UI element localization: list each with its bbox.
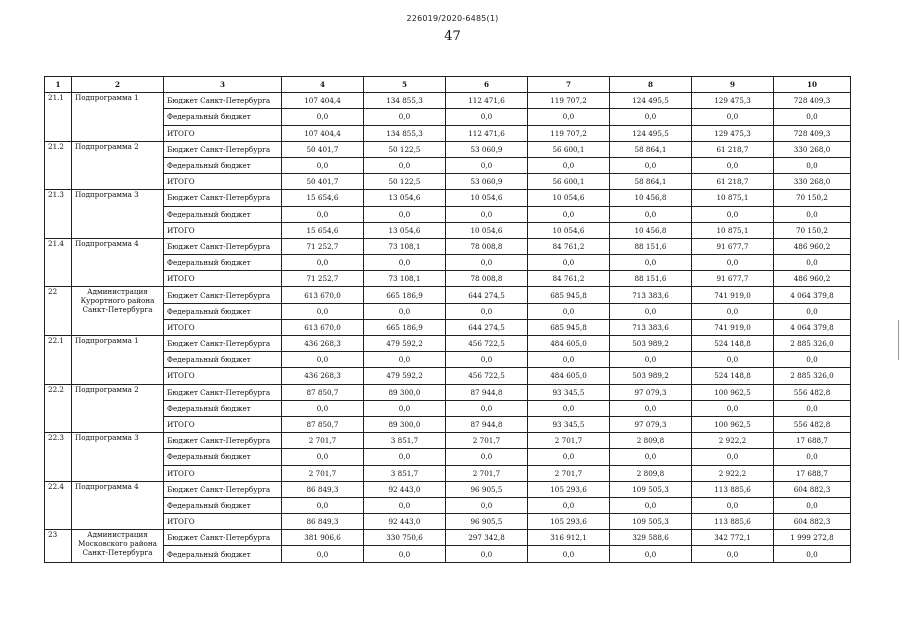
table-row xyxy=(45,255,851,271)
column-header: 9 xyxy=(692,77,774,93)
column-header: 8 xyxy=(610,77,692,93)
amount-cell: 503 989,2 xyxy=(610,368,692,384)
amount-cell: 685 945,8 xyxy=(528,287,610,303)
funding-source: ИТОГО xyxy=(164,222,282,238)
funding-source: Федеральный бюджет xyxy=(164,109,282,125)
funding-source: ИТОГО xyxy=(164,416,282,432)
funding-source: ИТОГО xyxy=(164,271,282,287)
amount-cell: 0,0 xyxy=(364,400,446,416)
amount-cell: 88 151,6 xyxy=(610,238,692,254)
table-row xyxy=(45,368,851,384)
amount-cell: 3 851,7 xyxy=(364,465,446,481)
amount-cell: 61 218,7 xyxy=(692,141,774,157)
amount-cell: 0,0 xyxy=(692,157,774,173)
amount-cell: 3 851,7 xyxy=(364,433,446,449)
amount-cell: 119 707,2 xyxy=(528,93,610,109)
amount-cell: 0,0 xyxy=(364,352,446,368)
amount-cell: 10 875,1 xyxy=(692,190,774,206)
column-header: 6 xyxy=(446,77,528,93)
amount-cell: 0,0 xyxy=(528,109,610,125)
amount-cell: 105 293,6 xyxy=(528,514,610,530)
amount-cell: 556 482,8 xyxy=(774,416,851,432)
table-row xyxy=(45,336,851,352)
amount-cell: 112 471,6 xyxy=(446,93,528,109)
amount-cell: 129 475,3 xyxy=(692,125,774,141)
amount-cell: 0,0 xyxy=(446,546,528,562)
column-number-row xyxy=(45,77,851,93)
table-row xyxy=(45,546,851,562)
amount-cell: 2 701,7 xyxy=(528,465,610,481)
table-row xyxy=(45,238,851,254)
amount-cell: 61 218,7 xyxy=(692,174,774,190)
amount-cell: 10 054,6 xyxy=(528,190,610,206)
amount-cell: 15 654,6 xyxy=(282,222,364,238)
funding-source: Бюджет Санкт-Петербурга xyxy=(164,93,282,109)
funding-source: Бюджет Санкт-Петербурга xyxy=(164,433,282,449)
amount-cell: 0,0 xyxy=(282,352,364,368)
amount-cell: 0,0 xyxy=(364,157,446,173)
table-row xyxy=(45,109,851,125)
amount-cell: 70 150,2 xyxy=(774,222,851,238)
row-code: 21.1 xyxy=(45,93,72,142)
amount-cell: 109 505,3 xyxy=(610,514,692,530)
table-row xyxy=(45,93,851,109)
amount-cell: 2 701,7 xyxy=(282,465,364,481)
amount-cell: 91 677,7 xyxy=(692,271,774,287)
amount-cell: 134 855,3 xyxy=(364,93,446,109)
row-program-name: Подпрограмма 2 xyxy=(72,141,164,190)
table-body xyxy=(45,93,851,562)
amount-cell: 124 495,5 xyxy=(610,125,692,141)
page-number: 47 xyxy=(444,29,461,44)
amount-cell: 0,0 xyxy=(610,546,692,562)
amount-cell: 0,0 xyxy=(528,352,610,368)
amount-cell: 10 456,8 xyxy=(610,190,692,206)
amount-cell: 329 588,6 xyxy=(610,530,692,546)
amount-cell: 0,0 xyxy=(364,449,446,465)
amount-cell: 0,0 xyxy=(610,157,692,173)
amount-cell: 50 401,7 xyxy=(282,141,364,157)
amount-cell: 0,0 xyxy=(774,206,851,222)
amount-cell: 0,0 xyxy=(364,546,446,562)
amount-cell: 0,0 xyxy=(692,449,774,465)
funding-source: Федеральный бюджет xyxy=(164,255,282,271)
funding-source: Бюджет Санкт-Петербурга xyxy=(164,238,282,254)
amount-cell: 0,0 xyxy=(446,400,528,416)
row-code: 22.1 xyxy=(45,336,72,385)
amount-cell: 0,0 xyxy=(446,303,528,319)
amount-cell: 50 401,7 xyxy=(282,174,364,190)
amount-cell: 330 750,6 xyxy=(364,530,446,546)
amount-cell: 316 912,1 xyxy=(528,530,610,546)
amount-cell: 93 345,5 xyxy=(528,384,610,400)
table-row xyxy=(45,514,851,530)
row-code: 21.2 xyxy=(45,141,72,190)
funding-source: Федеральный бюджет xyxy=(164,449,282,465)
column-header: 3 xyxy=(164,77,282,93)
amount-cell: 0,0 xyxy=(692,546,774,562)
amount-cell: 107 404,4 xyxy=(282,125,364,141)
amount-cell: 0,0 xyxy=(692,109,774,125)
amount-cell: 71 252,7 xyxy=(282,271,364,287)
amount-cell: 109 505,3 xyxy=(610,481,692,497)
row-program-name: Администрация Московского района Санкт-Петербурга xyxy=(72,530,164,562)
amount-cell: 644 274,5 xyxy=(446,287,528,303)
table-row xyxy=(45,384,851,400)
row-code: 22 xyxy=(45,287,72,336)
amount-cell: 10 054,6 xyxy=(528,222,610,238)
amount-cell: 0,0 xyxy=(446,255,528,271)
amount-cell: 84 761,2 xyxy=(528,238,610,254)
table-row xyxy=(45,497,851,513)
amount-cell: 0,0 xyxy=(364,109,446,125)
table-row xyxy=(45,449,851,465)
amount-cell: 70 150,2 xyxy=(774,190,851,206)
funding-source: Бюджет Санкт-Петербурга xyxy=(164,336,282,352)
row-program-name: Администрация Курортного района Санкт-Петербурга xyxy=(72,287,164,336)
document-header xyxy=(0,14,905,44)
row-program-name: Подпрограмма 1 xyxy=(72,336,164,385)
amount-cell: 96 905,5 xyxy=(446,514,528,530)
amount-cell: 0,0 xyxy=(610,255,692,271)
row-code: 22.2 xyxy=(45,384,72,433)
column-header: 1 xyxy=(45,77,72,93)
column-header: 5 xyxy=(364,77,446,93)
row-program-name: Подпрограмма 4 xyxy=(72,481,164,530)
row-program-name: Подпрограмма 3 xyxy=(72,190,164,239)
amount-cell: 87 850,7 xyxy=(282,416,364,432)
funding-source: ИТОГО xyxy=(164,319,282,335)
amount-cell: 741 919,0 xyxy=(692,319,774,335)
amount-cell: 4 064 379,8 xyxy=(774,287,851,303)
amount-cell: 0,0 xyxy=(446,109,528,125)
table-row xyxy=(45,530,851,546)
row-code: 22.3 xyxy=(45,433,72,482)
budget-table xyxy=(44,76,851,563)
amount-cell: 436 268,3 xyxy=(282,336,364,352)
amount-cell: 524 148,8 xyxy=(692,368,774,384)
amount-cell: 297 342,8 xyxy=(446,530,528,546)
amount-cell: 2 701,7 xyxy=(446,465,528,481)
amount-cell: 713 383,6 xyxy=(610,319,692,335)
amount-cell: 0,0 xyxy=(282,206,364,222)
amount-cell: 10 875,1 xyxy=(692,222,774,238)
amount-cell: 665 186,9 xyxy=(364,319,446,335)
document-id: 226019/2020-6485(1) xyxy=(406,14,499,23)
funding-source: ИТОГО xyxy=(164,368,282,384)
amount-cell: 0,0 xyxy=(528,303,610,319)
amount-cell: 0,0 xyxy=(774,400,851,416)
table-row xyxy=(45,303,851,319)
amount-cell: 88 151,6 xyxy=(610,271,692,287)
amount-cell: 0,0 xyxy=(364,303,446,319)
amount-cell: 2 809,8 xyxy=(610,433,692,449)
amount-cell: 58 864,1 xyxy=(610,174,692,190)
amount-cell: 129 475,3 xyxy=(692,93,774,109)
amount-cell: 53 060,9 xyxy=(446,141,528,157)
amount-cell: 17 688,7 xyxy=(774,465,851,481)
amount-cell: 0,0 xyxy=(774,497,851,513)
amount-cell: 58 864,1 xyxy=(610,141,692,157)
amount-cell: 86 849,3 xyxy=(282,514,364,530)
amount-cell: 0,0 xyxy=(528,546,610,562)
amount-cell: 56 600,1 xyxy=(528,141,610,157)
column-header: 7 xyxy=(528,77,610,93)
amount-cell: 644 274,5 xyxy=(446,319,528,335)
amount-cell: 2 922,2 xyxy=(692,433,774,449)
amount-cell: 330 268,0 xyxy=(774,141,851,157)
funding-source: Бюджет Санкт-Петербурга xyxy=(164,384,282,400)
amount-cell: 2 809,8 xyxy=(610,465,692,481)
amount-cell: 91 677,7 xyxy=(692,238,774,254)
amount-cell: 87 850,7 xyxy=(282,384,364,400)
amount-cell: 119 707,2 xyxy=(528,125,610,141)
amount-cell: 342 772,1 xyxy=(692,530,774,546)
amount-cell: 87 944,8 xyxy=(446,384,528,400)
amount-cell: 56 600,1 xyxy=(528,174,610,190)
table-row xyxy=(45,125,851,141)
amount-cell: 0,0 xyxy=(692,303,774,319)
amount-cell: 484 605,0 xyxy=(528,368,610,384)
amount-cell: 124 495,5 xyxy=(610,93,692,109)
amount-cell: 84 761,2 xyxy=(528,271,610,287)
amount-cell: 0,0 xyxy=(528,157,610,173)
amount-cell: 0,0 xyxy=(528,497,610,513)
amount-cell: 0,0 xyxy=(364,255,446,271)
column-header: 4 xyxy=(282,77,364,93)
amount-cell: 53 060,9 xyxy=(446,174,528,190)
amount-cell: 0,0 xyxy=(528,206,610,222)
amount-cell: 486 960,2 xyxy=(774,238,851,254)
amount-cell: 78 008,8 xyxy=(446,238,528,254)
amount-cell: 100 962,5 xyxy=(692,384,774,400)
amount-cell: 0,0 xyxy=(282,109,364,125)
amount-cell: 0,0 xyxy=(528,400,610,416)
funding-source: Бюджет Санкт-Петербурга xyxy=(164,141,282,157)
amount-cell: 17 688,7 xyxy=(774,433,851,449)
amount-cell: 2 701,7 xyxy=(528,433,610,449)
row-code: 22.4 xyxy=(45,481,72,530)
amount-cell: 479 592,2 xyxy=(364,368,446,384)
amount-cell: 0,0 xyxy=(446,157,528,173)
amount-cell: 78 008,8 xyxy=(446,271,528,287)
amount-cell: 89 300,0 xyxy=(364,416,446,432)
amount-cell: 89 300,0 xyxy=(364,384,446,400)
amount-cell: 0,0 xyxy=(446,206,528,222)
amount-cell: 100 962,5 xyxy=(692,416,774,432)
amount-cell: 330 268,0 xyxy=(774,174,851,190)
table-row xyxy=(45,481,851,497)
funding-source: Федеральный бюджет xyxy=(164,157,282,173)
amount-cell: 604 882,3 xyxy=(774,481,851,497)
amount-cell: 0,0 xyxy=(774,255,851,271)
amount-cell: 2 885 326,0 xyxy=(774,368,851,384)
amount-cell: 436 268,3 xyxy=(282,368,364,384)
amount-cell: 604 882,3 xyxy=(774,514,851,530)
amount-cell: 10 456,8 xyxy=(610,222,692,238)
amount-cell: 0,0 xyxy=(446,352,528,368)
amount-cell: 97 079,3 xyxy=(610,416,692,432)
funding-source: ИТОГО xyxy=(164,514,282,530)
amount-cell: 0,0 xyxy=(610,497,692,513)
amount-cell: 0,0 xyxy=(774,352,851,368)
amount-cell: 0,0 xyxy=(692,497,774,513)
funding-source: Федеральный бюджет xyxy=(164,352,282,368)
amount-cell: 0,0 xyxy=(610,303,692,319)
amount-cell: 728 409,3 xyxy=(774,93,851,109)
amount-cell: 0,0 xyxy=(774,157,851,173)
amount-cell: 13 054,6 xyxy=(364,222,446,238)
amount-cell: 113 885,6 xyxy=(692,514,774,530)
amount-cell: 0,0 xyxy=(282,303,364,319)
amount-cell: 613 670,0 xyxy=(282,319,364,335)
amount-cell: 93 345,5 xyxy=(528,416,610,432)
amount-cell: 486 960,2 xyxy=(774,271,851,287)
amount-cell: 0,0 xyxy=(774,449,851,465)
amount-cell: 2 701,7 xyxy=(446,433,528,449)
amount-cell: 73 108,1 xyxy=(364,271,446,287)
amount-cell: 0,0 xyxy=(610,352,692,368)
amount-cell: 484 605,0 xyxy=(528,336,610,352)
amount-cell: 86 849,3 xyxy=(282,481,364,497)
amount-cell: 0,0 xyxy=(692,352,774,368)
amount-cell: 113 885,6 xyxy=(692,481,774,497)
amount-cell: 613 670,0 xyxy=(282,287,364,303)
funding-source: Бюджет Санкт-Петербурга xyxy=(164,530,282,546)
amount-cell: 0,0 xyxy=(446,497,528,513)
amount-cell: 381 906,6 xyxy=(282,530,364,546)
amount-cell: 105 293,6 xyxy=(528,481,610,497)
row-code: 21.3 xyxy=(45,190,72,239)
table-row xyxy=(45,190,851,206)
row-program-name: Подпрограмма 2 xyxy=(72,384,164,433)
funding-source: Бюджет Санкт-Петербурга xyxy=(164,481,282,497)
amount-cell: 685 945,8 xyxy=(528,319,610,335)
amount-cell: 0,0 xyxy=(364,206,446,222)
amount-cell: 456 722,5 xyxy=(446,368,528,384)
table-row xyxy=(45,400,851,416)
amount-cell: 2 885 326,0 xyxy=(774,336,851,352)
amount-cell: 4 064 379,8 xyxy=(774,319,851,335)
amount-cell: 96 905,5 xyxy=(446,481,528,497)
amount-cell: 2 922,2 xyxy=(692,465,774,481)
amount-cell: 0,0 xyxy=(364,497,446,513)
funding-source: Федеральный бюджет xyxy=(164,206,282,222)
table-row xyxy=(45,465,851,481)
amount-cell: 97 079,3 xyxy=(610,384,692,400)
amount-cell: 15 654,6 xyxy=(282,190,364,206)
amount-cell: 10 054,6 xyxy=(446,222,528,238)
table-row xyxy=(45,319,851,335)
funding-source: Бюджет Санкт-Петербурга xyxy=(164,287,282,303)
amount-cell: 0,0 xyxy=(774,546,851,562)
amount-cell: 0,0 xyxy=(610,206,692,222)
amount-cell: 0,0 xyxy=(282,255,364,271)
amount-cell: 2 701,7 xyxy=(282,433,364,449)
amount-cell: 0,0 xyxy=(282,546,364,562)
amount-cell: 92 443,0 xyxy=(364,481,446,497)
amount-cell: 0,0 xyxy=(282,400,364,416)
table-row xyxy=(45,206,851,222)
row-code: 21.4 xyxy=(45,238,72,287)
amount-cell: 134 855,3 xyxy=(364,125,446,141)
amount-cell: 0,0 xyxy=(528,255,610,271)
amount-cell: 107 404,4 xyxy=(282,93,364,109)
table-row xyxy=(45,157,851,173)
amount-cell: 0,0 xyxy=(446,449,528,465)
amount-cell: 713 383,6 xyxy=(610,287,692,303)
amount-cell: 0,0 xyxy=(610,400,692,416)
table-row xyxy=(45,352,851,368)
funding-source: ИТОГО xyxy=(164,125,282,141)
amount-cell: 728 409,3 xyxy=(774,125,851,141)
amount-cell: 556 482,8 xyxy=(774,384,851,400)
amount-cell: 741 919,0 xyxy=(692,287,774,303)
funding-source: Бюджет Санкт-Петербурга xyxy=(164,190,282,206)
amount-cell: 665 186,9 xyxy=(364,287,446,303)
column-header: 10 xyxy=(774,77,851,93)
funding-source: ИТОГО xyxy=(164,465,282,481)
amount-cell: 112 471,6 xyxy=(446,125,528,141)
amount-cell: 0,0 xyxy=(610,109,692,125)
amount-cell: 10 054,6 xyxy=(446,190,528,206)
amount-cell: 50 122,5 xyxy=(364,141,446,157)
amount-cell: 0,0 xyxy=(774,303,851,319)
funding-source: Федеральный бюджет xyxy=(164,400,282,416)
amount-cell: 71 252,7 xyxy=(282,238,364,254)
row-program-name: Подпрограмма 4 xyxy=(72,238,164,287)
table-row xyxy=(45,416,851,432)
amount-cell: 92 443,0 xyxy=(364,514,446,530)
row-program-name: Подпрограмма 3 xyxy=(72,433,164,482)
amount-cell: 0,0 xyxy=(528,449,610,465)
amount-cell: 1 999 272,8 xyxy=(774,530,851,546)
amount-cell: 0,0 xyxy=(610,449,692,465)
margin-mark xyxy=(898,320,899,360)
table-row xyxy=(45,271,851,287)
amount-cell: 13 054,6 xyxy=(364,190,446,206)
amount-cell: 0,0 xyxy=(692,206,774,222)
amount-cell: 503 989,2 xyxy=(610,336,692,352)
amount-cell: 524 148,8 xyxy=(692,336,774,352)
table-row xyxy=(45,141,851,157)
row-program-name: Подпрограмма 1 xyxy=(72,93,164,142)
amount-cell: 0,0 xyxy=(692,255,774,271)
amount-cell: 87 944,8 xyxy=(446,416,528,432)
amount-cell: 0,0 xyxy=(774,109,851,125)
column-header: 2 xyxy=(72,77,164,93)
funding-source: Федеральный бюджет xyxy=(164,303,282,319)
table-row xyxy=(45,222,851,238)
amount-cell: 479 592,2 xyxy=(364,336,446,352)
amount-cell: 50 122,5 xyxy=(364,174,446,190)
amount-cell: 73 108,1 xyxy=(364,238,446,254)
funding-source: Федеральный бюджет xyxy=(164,546,282,562)
funding-source: Федеральный бюджет xyxy=(164,497,282,513)
amount-cell: 0,0 xyxy=(282,497,364,513)
amount-cell: 456 722,5 xyxy=(446,336,528,352)
amount-cell: 0,0 xyxy=(282,157,364,173)
amount-cell: 0,0 xyxy=(692,400,774,416)
row-code: 23 xyxy=(45,530,72,562)
table-row xyxy=(45,174,851,190)
table-row xyxy=(45,287,851,303)
funding-source: ИТОГО xyxy=(164,174,282,190)
table-row xyxy=(45,433,851,449)
amount-cell: 0,0 xyxy=(282,449,364,465)
